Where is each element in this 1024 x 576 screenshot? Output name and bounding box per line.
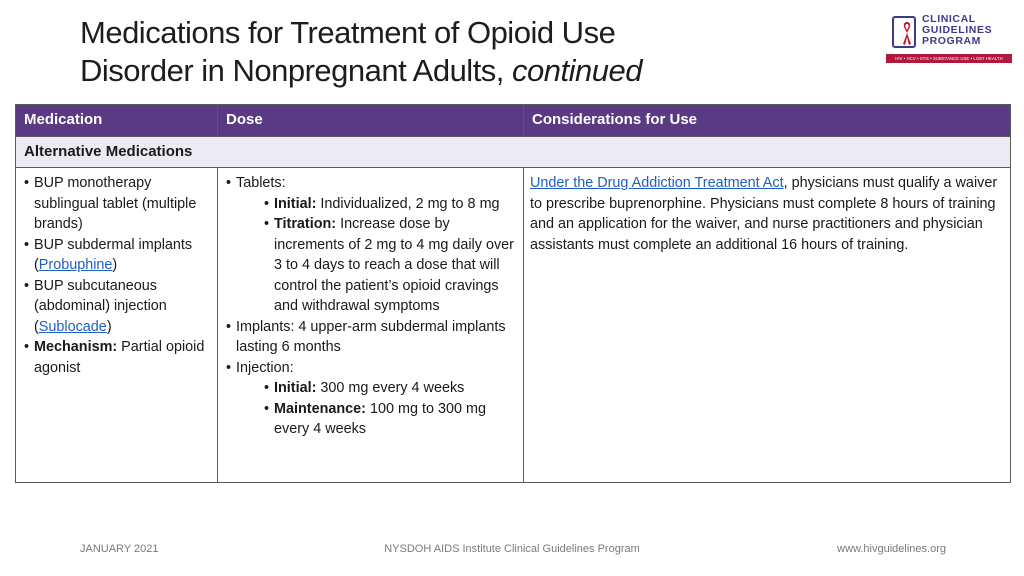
initial-text: Individualized, 2 mg to 8 mg (316, 195, 500, 212)
list-item (236, 378, 515, 399)
section-row (16, 136, 1011, 168)
column-header-considerations: Considerations for Use (524, 105, 1011, 137)
logo-wordmark (922, 14, 1012, 47)
sublocade-link[interactable]: Sublocade (38, 318, 107, 335)
logo-line-1: CLINICAL (922, 13, 976, 25)
medications-table (15, 104, 1011, 483)
injection-sublist (236, 378, 515, 440)
maintenance-text: 100 mg to 300 mg every 4 weeks (274, 400, 486, 437)
medication-text: BUP subcutaneous (abdominal) injection ( (34, 277, 167, 335)
awareness-ribbon-icon (902, 20, 912, 46)
initial-text: 300 mg every 4 weeks (316, 380, 465, 396)
title-line-1: Medications for Treatment of Opioid Use (80, 15, 616, 50)
medication-text: ) (112, 257, 118, 273)
considerations-text: , physicians must qualify a waiver to prescribe buprenorphine. Physicians must complete 8 hours of training and an application for the waiver, and nurse practitioners and physician assistants must complete an additional 16 hours of training. (530, 175, 998, 253)
considerations-cell (524, 168, 1011, 483)
list-item (22, 173, 209, 235)
list-item (236, 214, 515, 317)
drug-addiction-treatment-act-link[interactable]: Under the Drug Addiction Treatment Act (530, 175, 784, 191)
implants-text: Implants: 4 upper-arm subdermal implants lasting 6 months (236, 318, 506, 355)
dose-list (224, 173, 515, 440)
tablets-label: Tablets: (236, 175, 286, 191)
list-item (224, 317, 515, 358)
dose-cell (218, 168, 524, 483)
logo-tagline: HIV • HCV • STIs • SUBSTANCE USE • LGBT HEALTH (886, 54, 1012, 63)
list-item (224, 358, 515, 440)
medication-list (22, 173, 209, 378)
logo-line-3: PROGRAM (922, 35, 982, 47)
list-item (22, 276, 209, 338)
initial-label: Initial: (274, 380, 317, 396)
logo-line-2: GUIDELINES (922, 24, 993, 36)
title-line-2 (80, 52, 860, 90)
title-line-2-text: Disorder in Nonpregnant Adults, (80, 53, 513, 88)
column-header-dose: Dose (218, 105, 524, 137)
table-row (16, 168, 1011, 483)
section-label: Alternative Medications (16, 136, 1011, 168)
mechanism-text: Partial opioid agonist (34, 339, 205, 376)
list-item (22, 235, 209, 276)
medication-text: BUP subdermal implants ( (34, 236, 193, 273)
mechanism-label: Mechanism: (34, 339, 118, 355)
footer-website: www.hivguidelines.org (837, 543, 946, 555)
table-header-row (16, 105, 1011, 137)
injection-label: Injection: (236, 359, 294, 376)
column-header-medication: Medication (16, 105, 218, 137)
probuphine-link[interactable]: Probuphine (38, 257, 113, 273)
title-continued: continued (512, 53, 642, 88)
list-item (236, 399, 515, 440)
titration-label: Titration: (274, 216, 337, 232)
medication-text: ) (106, 318, 112, 335)
initial-label: Initial: (274, 195, 317, 212)
list-item (22, 337, 209, 378)
footer-date: JANUARY 2021 (80, 543, 159, 555)
tablets-sublist (236, 194, 515, 317)
clinical-guidelines-logo (886, 14, 1012, 64)
logo-frame (892, 16, 916, 48)
maintenance-label: Maintenance: (274, 400, 366, 417)
titration-text: Increase dose by increments of 2 mg to 4 mg daily over 3 to 4 days to reach a dose that will control the patient’s opioid cravings and withdrawal symptoms (274, 216, 514, 314)
footer-program: NYSDOH AIDS Institute Clinical Guidelines Program (384, 543, 640, 555)
list-item (236, 194, 515, 215)
medication-cell (16, 168, 218, 483)
list-item (224, 173, 515, 317)
medication-text: BUP monotherapy sublingual tablet (multiple brands) (34, 175, 197, 232)
slide-title (80, 14, 860, 90)
